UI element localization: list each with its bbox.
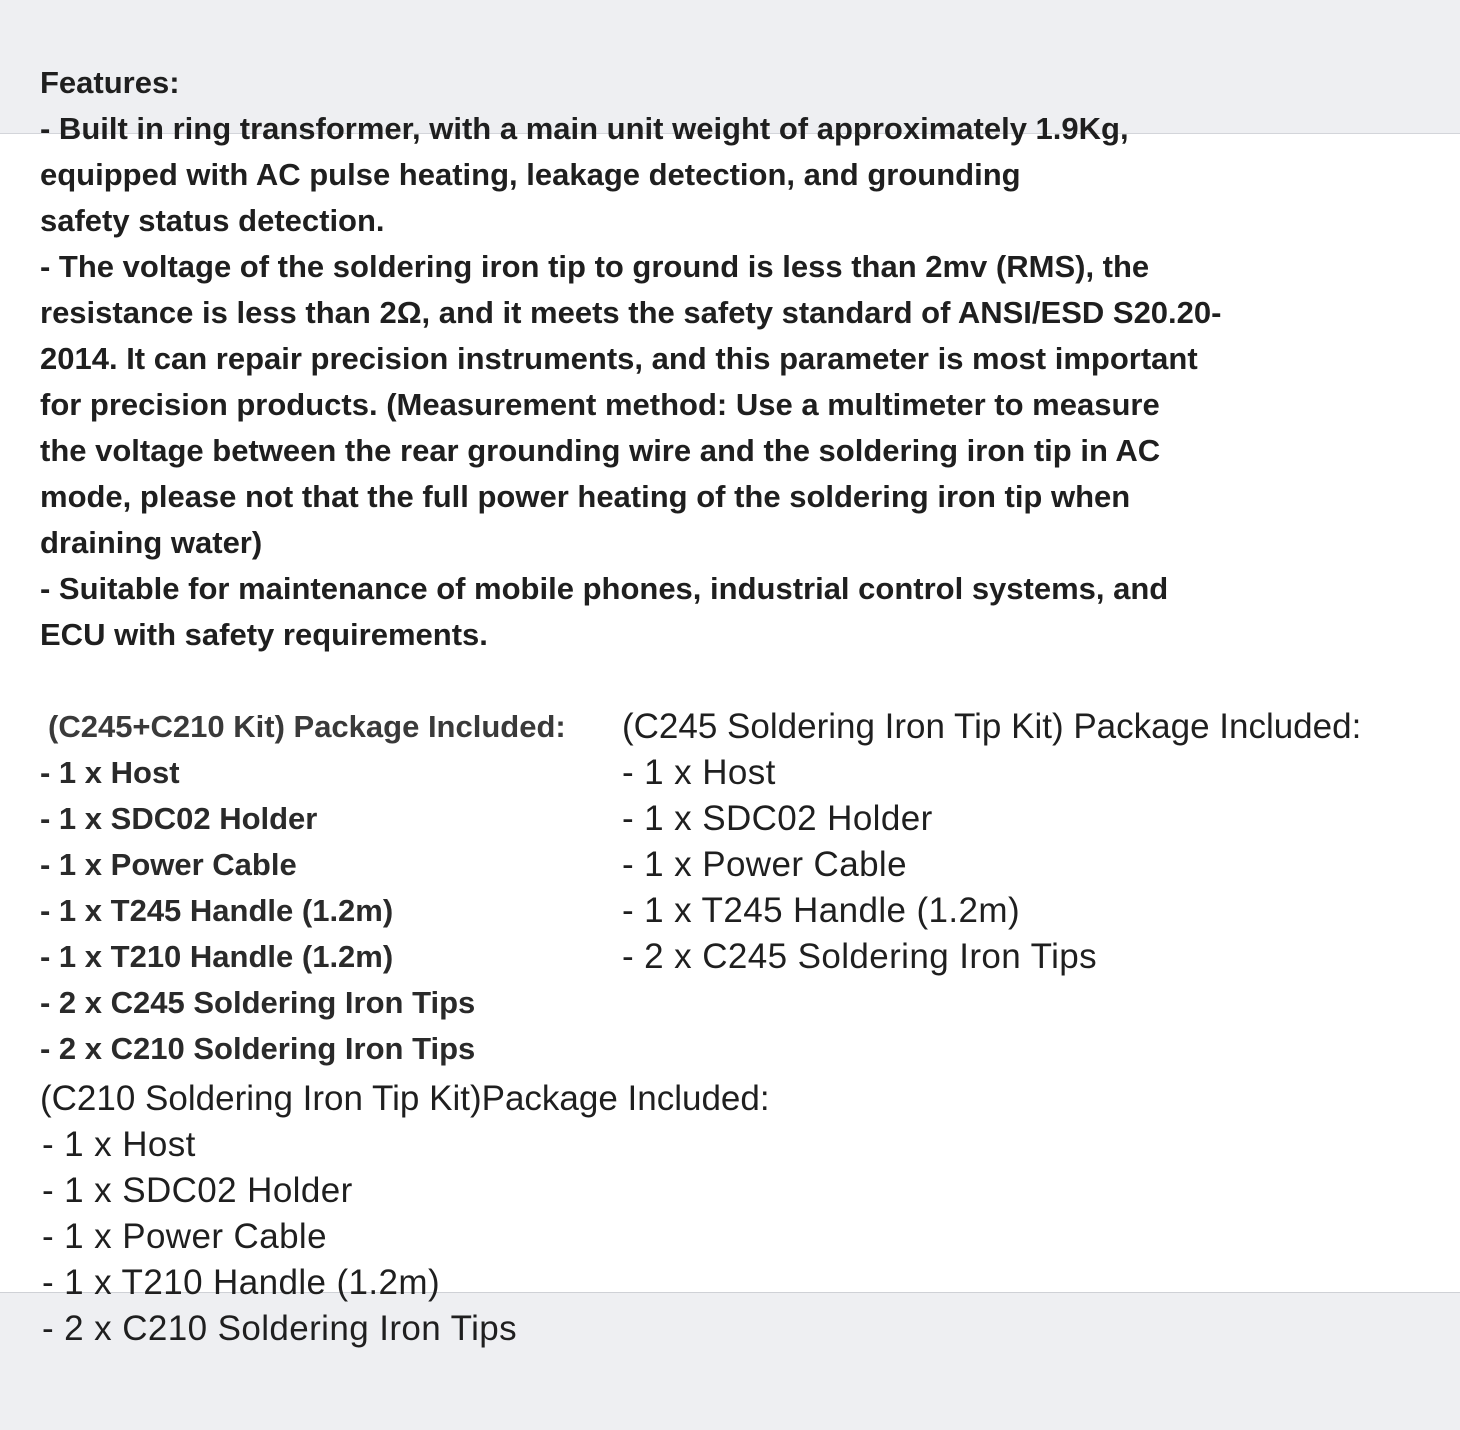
features-line: - Suitable for maintenance of mobile phones, industrial control systems, and (40, 571, 1169, 606)
package-item: - 1 x Power Cable (42, 1217, 327, 1256)
package-item: - 1 x SDC02 Holder (42, 1171, 353, 1210)
features-line: - The voltage of the soldering iron tip to ground is less than 2mv (RMS), the (40, 249, 1150, 284)
features-line: ECU with safety requirements. (40, 617, 488, 652)
features-line: - Built in ring transformer, with a main unit weight of approximately 1.9Kg, (40, 111, 1129, 146)
features-heading: Features: (40, 65, 180, 100)
features-line: the voltage between the rear grounding wire and the soldering iron tip in AC (40, 433, 1161, 468)
features-line: resistance is less than 2Ω, and it meets the safety standard of ANSI/ESD S20.20- (40, 295, 1222, 330)
features-line: equipped with AC pulse heating, leakage detection, and grounding (40, 157, 1021, 192)
package-item: - 2 x C245 Soldering Iron Tips (622, 937, 1098, 976)
package-item: - 1 x T210 Handle (1.2m) (40, 939, 394, 974)
package-item: - 1 x Host (622, 753, 776, 792)
package-item: - 2 x C210 Soldering Iron Tips (42, 1309, 518, 1348)
package-item: - 1 x T245 Handle (1.2m) (40, 893, 394, 928)
package-item: - 2 x C245 Soldering Iron Tips (40, 985, 476, 1020)
package-list-title: (C245+C210 Kit) Package Included: (48, 709, 566, 744)
features-section (40, 60, 1330, 658)
package-list-title: (C210 Soldering Iron Tip Kit)Package Included: (40, 1079, 770, 1118)
features-line: for precision products. (Measurement method: Use a multimeter to measure (40, 387, 1160, 422)
package-item: - 1 x Host (42, 1125, 196, 1164)
package-item: - 1 x SDC02 Holder (622, 799, 933, 838)
features-line: mode, please not that the full power heating of the soldering iron tip when (40, 479, 1131, 514)
package-item: - 1 x Power Cable (40, 847, 297, 882)
package-list-c245-c210-kit (40, 704, 620, 1072)
package-item: - 1 x Host (40, 755, 180, 790)
features-line: safety status detection. (40, 203, 385, 238)
package-item: - 1 x SDC02 Holder (40, 801, 318, 836)
package-item: - 2 x C210 Soldering Iron Tips (40, 1031, 476, 1066)
package-list-title: (C245 Soldering Iron Tip Kit) Package Included: (622, 707, 1362, 746)
package-item: - 1 x T210 Handle (1.2m) (42, 1263, 441, 1302)
package-item: - 1 x Power Cable (622, 845, 907, 884)
package-item: - 1 x T245 Handle (1.2m) (622, 891, 1021, 930)
features-line: 2014. It can repair precision instruments, and this parameter is most important (40, 341, 1198, 376)
package-list-c245-kit (622, 704, 1452, 980)
package-list-c210-kit (40, 1076, 900, 1352)
features-line: draining water) (40, 525, 263, 560)
